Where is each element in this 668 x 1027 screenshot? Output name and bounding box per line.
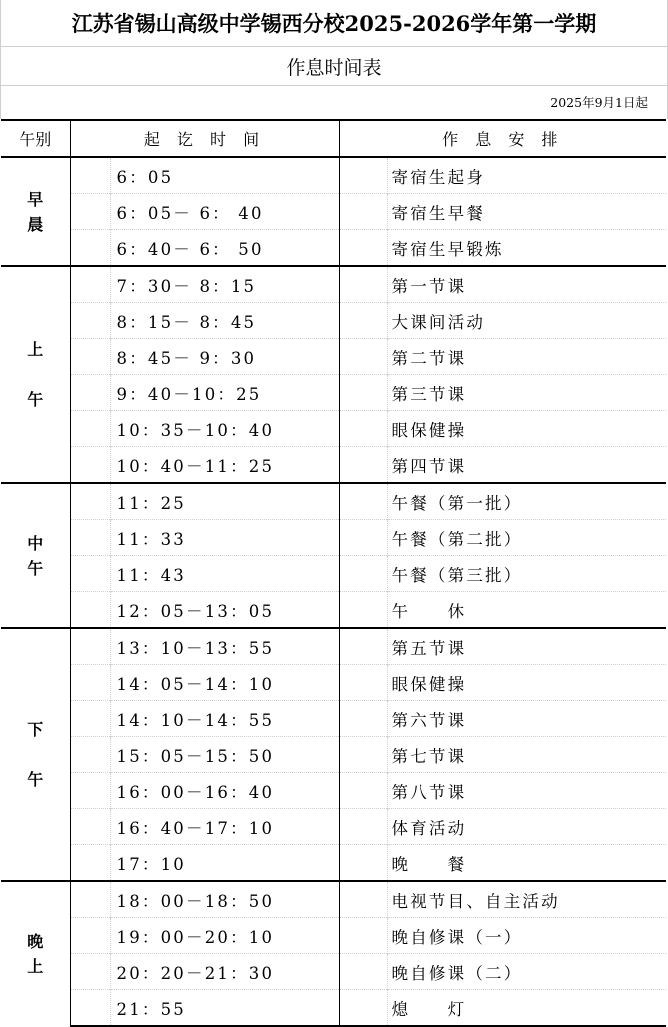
period-label-char: 晚 — [27, 932, 44, 951]
schedule-table — [1, 119, 666, 1027]
table-row — [1, 737, 666, 773]
activity-cell: 午餐（第一批） — [387, 483, 666, 520]
spacer-cell — [339, 157, 387, 194]
spacer-cell — [70, 773, 110, 809]
activity-cell: 午餐（第三批） — [387, 556, 666, 592]
time-cell: 11：43 — [110, 556, 339, 592]
table-row — [1, 375, 666, 411]
spacer-cell — [70, 375, 110, 411]
time-cell: 16：40－17：10 — [110, 809, 339, 845]
activity-cell: 第一节课 — [387, 266, 666, 303]
spacer-cell — [70, 303, 110, 339]
spacer-cell — [70, 918, 110, 954]
table-row — [1, 483, 666, 520]
table-row — [1, 230, 666, 267]
period-label-char — [1, 362, 70, 387]
time-cell: 15：05－15：50 — [110, 737, 339, 773]
spacer-cell — [339, 990, 387, 1027]
spacer-cell — [339, 665, 387, 701]
activity-cell: 午餐（第二批） — [387, 520, 666, 556]
spacer-cell — [339, 303, 387, 339]
time-cell: 17：10 — [110, 845, 339, 882]
spacer-cell — [339, 845, 387, 882]
activity-cell: 眼保健操 — [387, 665, 666, 701]
spacer-cell — [70, 520, 110, 556]
spacer-cell — [339, 592, 387, 629]
time-cell: 19：00－20：10 — [110, 918, 339, 954]
table-row — [1, 411, 666, 447]
table-row — [1, 303, 666, 339]
spacer-cell — [70, 411, 110, 447]
period-label-char: 上 — [27, 957, 44, 976]
table-row — [1, 447, 666, 484]
table-row — [1, 628, 666, 665]
time-cell: 8：15－ 8：45 — [110, 303, 339, 339]
activity-cell: 寄宿生早锻炼 — [387, 230, 666, 267]
spacer-cell — [339, 266, 387, 303]
spacer-cell — [339, 881, 387, 918]
activity-cell: 寄宿生起身 — [387, 157, 666, 194]
time-cell: 6：40－ 6： 50 — [110, 230, 339, 267]
period-label — [1, 266, 70, 483]
activity-cell: 第二节课 — [387, 339, 666, 375]
table-row — [1, 918, 666, 954]
period-label-char: 上 — [27, 340, 44, 359]
time-cell: 11：25 — [110, 483, 339, 520]
table-row — [1, 954, 666, 990]
period-label-char: 午 — [27, 558, 44, 578]
spacer-cell — [70, 447, 110, 484]
time-cell: 10：35－10：40 — [110, 411, 339, 447]
spacer-cell — [70, 845, 110, 882]
header-period: 午别 — [1, 120, 70, 157]
table-row — [1, 701, 666, 737]
spacer-cell — [339, 918, 387, 954]
table-row — [1, 520, 666, 556]
activity-cell: 午 休 — [387, 592, 666, 629]
time-cell: 7：30－ 8：15 — [110, 266, 339, 303]
time-cell: 14：10－14：55 — [110, 701, 339, 737]
time-cell: 8：45－ 9：30 — [110, 339, 339, 375]
activity-cell: 第五节课 — [387, 628, 666, 665]
period-label — [1, 881, 70, 1026]
period-label — [1, 628, 70, 881]
spacer-cell — [339, 483, 387, 520]
table-row — [1, 773, 666, 809]
time-cell: 11：33 — [110, 520, 339, 556]
activity-cell: 第三节课 — [387, 375, 666, 411]
header-row — [1, 120, 666, 157]
spacer-cell — [339, 737, 387, 773]
spacer-cell — [70, 665, 110, 701]
period-label — [1, 157, 70, 266]
spacer-cell — [70, 990, 110, 1027]
activity-cell: 眼保健操 — [387, 411, 666, 447]
spacer-cell — [339, 773, 387, 809]
spacer-cell — [70, 339, 110, 375]
activity-cell: 第七节课 — [387, 737, 666, 773]
schedule-body — [1, 157, 666, 1026]
spacer-cell — [339, 556, 387, 592]
time-cell: 16：00－16：40 — [110, 773, 339, 809]
table-row — [1, 845, 666, 882]
period-label-char: 午 — [27, 390, 44, 409]
spacer-cell — [70, 737, 110, 773]
period-label-char: 下 — [27, 720, 44, 739]
spacer-cell — [70, 881, 110, 918]
spacer-cell — [70, 230, 110, 267]
time-cell: 9：40－10：25 — [110, 375, 339, 411]
time-cell: 13：10－13：55 — [110, 628, 339, 665]
activity-cell: 晚 餐 — [387, 845, 666, 882]
table-row — [1, 266, 666, 303]
time-cell: 12：05－13：05 — [110, 592, 339, 629]
spacer-cell — [70, 628, 110, 665]
spacer-cell — [70, 556, 110, 592]
spacer-cell — [339, 520, 387, 556]
table-row — [1, 194, 666, 230]
period-label-char: 午 — [27, 770, 44, 789]
activity-cell: 晚自修课（二） — [387, 954, 666, 990]
activity-cell: 第六节课 — [387, 701, 666, 737]
period-label-char: 早 — [27, 189, 44, 209]
spacer-cell — [70, 266, 110, 303]
spacer-cell — [339, 194, 387, 230]
activity-cell: 第八节课 — [387, 773, 666, 809]
table-row — [1, 556, 666, 592]
spacer-cell — [70, 592, 110, 629]
activity-cell: 熄 灯 — [387, 990, 666, 1027]
activity-cell: 体育活动 — [387, 809, 666, 845]
activity-cell: 晚自修课（一） — [387, 918, 666, 954]
effective-date: 2025年9月1日起 — [550, 95, 648, 110]
time-cell: 6：05 — [110, 157, 339, 194]
spacer-cell — [339, 230, 387, 267]
period-label-char — [1, 742, 70, 767]
table-row — [1, 665, 666, 701]
spacer-cell — [339, 954, 387, 990]
header-activity: 作 息 安 排 — [339, 120, 666, 157]
spacer-cell — [339, 411, 387, 447]
document-subtitle: 作息时间表 — [0, 47, 668, 86]
table-row — [1, 339, 666, 375]
time-cell: 20：20－21：30 — [110, 954, 339, 990]
table-row — [1, 157, 666, 194]
period-label-char: 中 — [27, 533, 44, 553]
school-title: 江苏省锡山高级中学锡西分校2025-2026学年第一学期 — [0, 0, 668, 47]
period-label — [1, 483, 70, 628]
spacer-cell — [339, 809, 387, 845]
spacer-cell — [70, 954, 110, 990]
activity-cell: 电视节目、自主活动 — [387, 881, 666, 918]
spacer-cell — [339, 628, 387, 665]
spacer-cell — [70, 194, 110, 230]
table-row — [1, 592, 666, 629]
table-row — [1, 881, 666, 918]
spacer-cell — [339, 701, 387, 737]
activity-cell: 第四节课 — [387, 447, 666, 484]
spacer-cell — [70, 701, 110, 737]
spacer-cell — [339, 339, 387, 375]
time-cell: 21：55 — [110, 990, 339, 1027]
header-time: 起 讫 时 间 — [70, 120, 339, 157]
table-row — [1, 809, 666, 845]
spacer-cell — [70, 157, 110, 194]
spacer-cell — [70, 483, 110, 520]
time-cell: 6：05－ 6： 40 — [110, 194, 339, 230]
table-row — [1, 990, 666, 1027]
time-cell: 14：05－14：10 — [110, 665, 339, 701]
period-label-char: 晨 — [27, 214, 44, 234]
activity-cell: 寄宿生早餐 — [387, 194, 666, 230]
activity-cell: 大课间活动 — [387, 303, 666, 339]
spacer-cell — [339, 447, 387, 484]
spacer-cell — [70, 809, 110, 845]
time-cell: 18：00－18：50 — [110, 881, 339, 918]
time-cell: 10：40－11：25 — [110, 447, 339, 484]
spacer-cell — [339, 375, 387, 411]
